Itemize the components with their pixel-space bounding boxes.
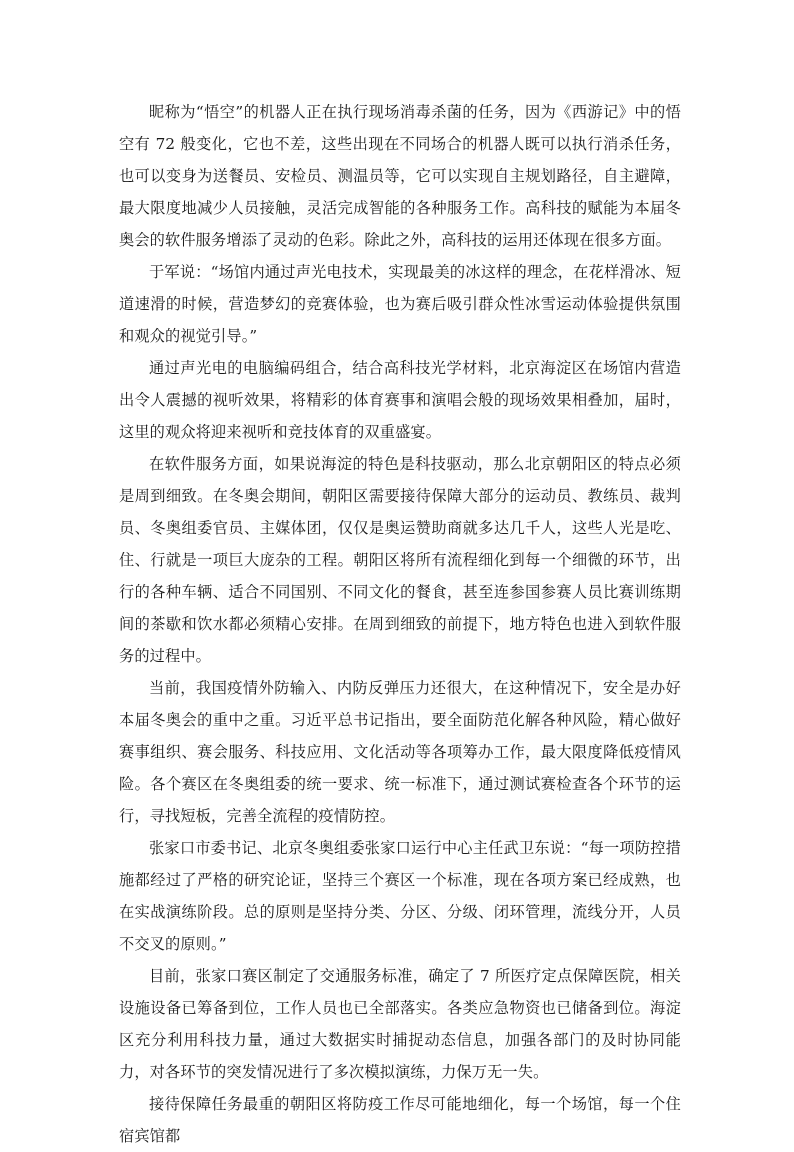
paragraph-zhangjiakou-measures: 目前，张家口赛区制定了交通服务标准，确定了 7 所医疗定点保障医院，相关设施设备已筹备到位，工作人员也已全部落实。各类应急物资也已储备到位。海淀区充分利用科技力量，通过大数据实时捕捉动态信息，加强各部门的及时协同能力，对各环节的突发情况进行了多次模拟演练，力保万无一失。: [119, 967, 681, 1081]
paragraph-haidian-effects: 通过声光电的电脑编码组合，结合高科技光学材料，北京海淀区在场馆内营造出令人震撼的视听效果，将精彩的体育赛事和演唱会般的现场效果相叠加，届时，这里的观众将迎来视听和竞技体育的双重盛宴。: [119, 359, 681, 441]
paragraph-yujun-quote: 于军说：“场馆内通过声光电技术，实现最美的冰这样的理念，在花样滑冰、短道速滑的时候，营造梦幻的竞赛体验，也为赛后吸引群众性冰雪运动体验提供氛围和观众的视觉引导。”: [119, 263, 681, 345]
article-body: [119, 96, 681, 1152]
paragraph-epidemic-safety: 当前，我国疫情外防输入、内防反弹压力还很大，在这种情况下，安全是办好本届冬奥会的重中之重。习近平总书记指出，要全面防范化解各种风险，精心做好赛事组织、赛会服务、科技应用、文化活动等各项筹办工作，最大限度降低疫情风险。各个赛区在冬奥组委的统一要求、统一标准下，通过测试赛检查各个环节的运行，寻找短板，完善全流程的疫情防控。: [119, 679, 681, 825]
paragraph-chaoyang-service: 在软件服务方面，如果说海淀的特色是科技驱动，那么北京朝阳区的特点必须是周到细致。在冬奥会期间，朝阳区需要接待保障大部分的运动员、教练员、裁判员、冬奥组委官员、主媒体团，仅仅是奥运赞助商就多达几千人，这些人光是吃、住、行就是一项巨大庞杂的工程。朝阳区将所有流程细化到每一个细微的环节，出行的各种车辆、适合不同国别、不同文化的餐食，甚至连参国参赛人员比赛训练期间的茶歇和饮水都必须精心安排。在周到细致的前提下，地方特色也进入到软件服务的过程中。: [119, 455, 681, 665]
paragraph-chaoyang-prevention: 接待保障任务最重的朝阳区将防疫工作尽可能地细化，每一个场馆，每一个住宿宾馆都: [119, 1095, 681, 1145]
paragraph-zhangjiakou-quote: 张家口市委书记、北京冬奥组委张家口运行中心主任武卫东说：“每一项防控措施都经过了严格的研究论证，坚持三个赛区一个标准，现在各项方案已经成熟，也在实战演练阶段。总的原则是坚持分类、分区、分级、闭环管理，流线分开，人员不交叉的原则。”: [119, 839, 681, 953]
paragraph-wukong-robot: 昵称为“悟空”的机器人正在执行现场消毒杀菌的任务，因为《西游记》中的悟空有 72 般变化，它也不差，这些出现在不同场合的机器人既可以执行消杀任务，也可以变身为送餐员、安检员、测温员等，它可以实现自主规划路径，自主避障，最大限度地减少人员接触，灵活完成智能的各种服务工作。高科技的赋能为本届冬奥会的软件服务增添了灵动的色彩。除此之外，高科技的运用还体现在很多方面。: [119, 103, 681, 249]
